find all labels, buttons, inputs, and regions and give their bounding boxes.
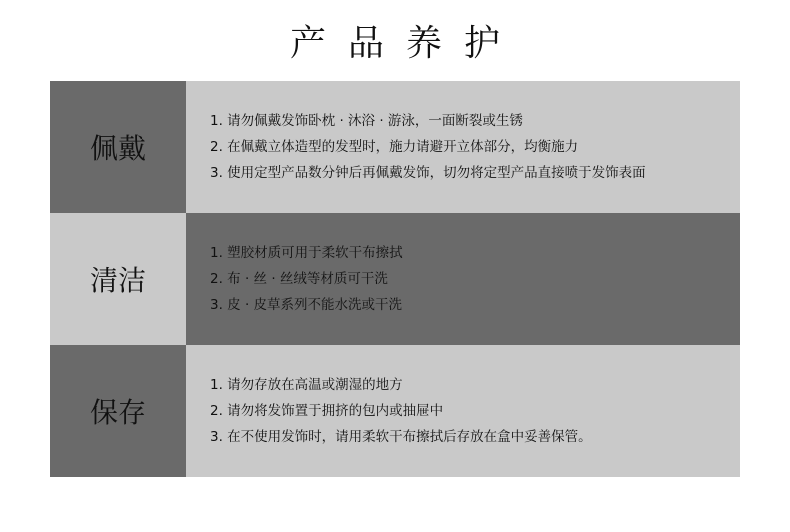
section-storage-content <box>186 345 740 477</box>
list-item: 2. 在佩戴立体造型的发型时，施力请避开立体部分，均衡施力 <box>210 139 579 155</box>
section-cleaning <box>50 213 740 345</box>
page-title: 产品养护 <box>289 23 522 64</box>
list-item: 1. 请勿佩戴发饰卧枕 · 沐浴 · 游泳，一面断裂或生锈 <box>210 113 523 129</box>
list-item: 2. 布 · 丝 · 丝绒等材质可干洗 <box>210 271 388 287</box>
category-label-storage: 保存 <box>50 345 186 477</box>
category-label-cleaning: 清洁 <box>50 213 186 345</box>
list-item: 3. 皮 · 皮草系列不能水洗或干洗 <box>210 297 403 313</box>
list-item: 1. 塑胶材质可用于柔软干布擦拭 <box>210 245 403 261</box>
section-wearing <box>50 81 740 213</box>
list-item: 2. 请勿将发饰置于拥挤的包内或抽屉中 <box>210 403 444 419</box>
section-wearing-content <box>186 81 740 213</box>
section-cleaning-content <box>186 213 740 345</box>
category-label-wearing: 佩戴 <box>50 81 186 213</box>
care-table <box>50 81 740 477</box>
list-item: 1. 请勿存放在高温或潮湿的地方 <box>210 377 403 393</box>
section-storage <box>50 345 740 477</box>
list-item: 3. 使用定型产品数分钟后再佩戴发饰，切勿将定型产品直接喷于发饰表面 <box>210 165 646 181</box>
list-item: 3. 在不使用发饰时，请用柔软干布擦拭后存放在盒中妥善保管。 <box>210 429 592 445</box>
